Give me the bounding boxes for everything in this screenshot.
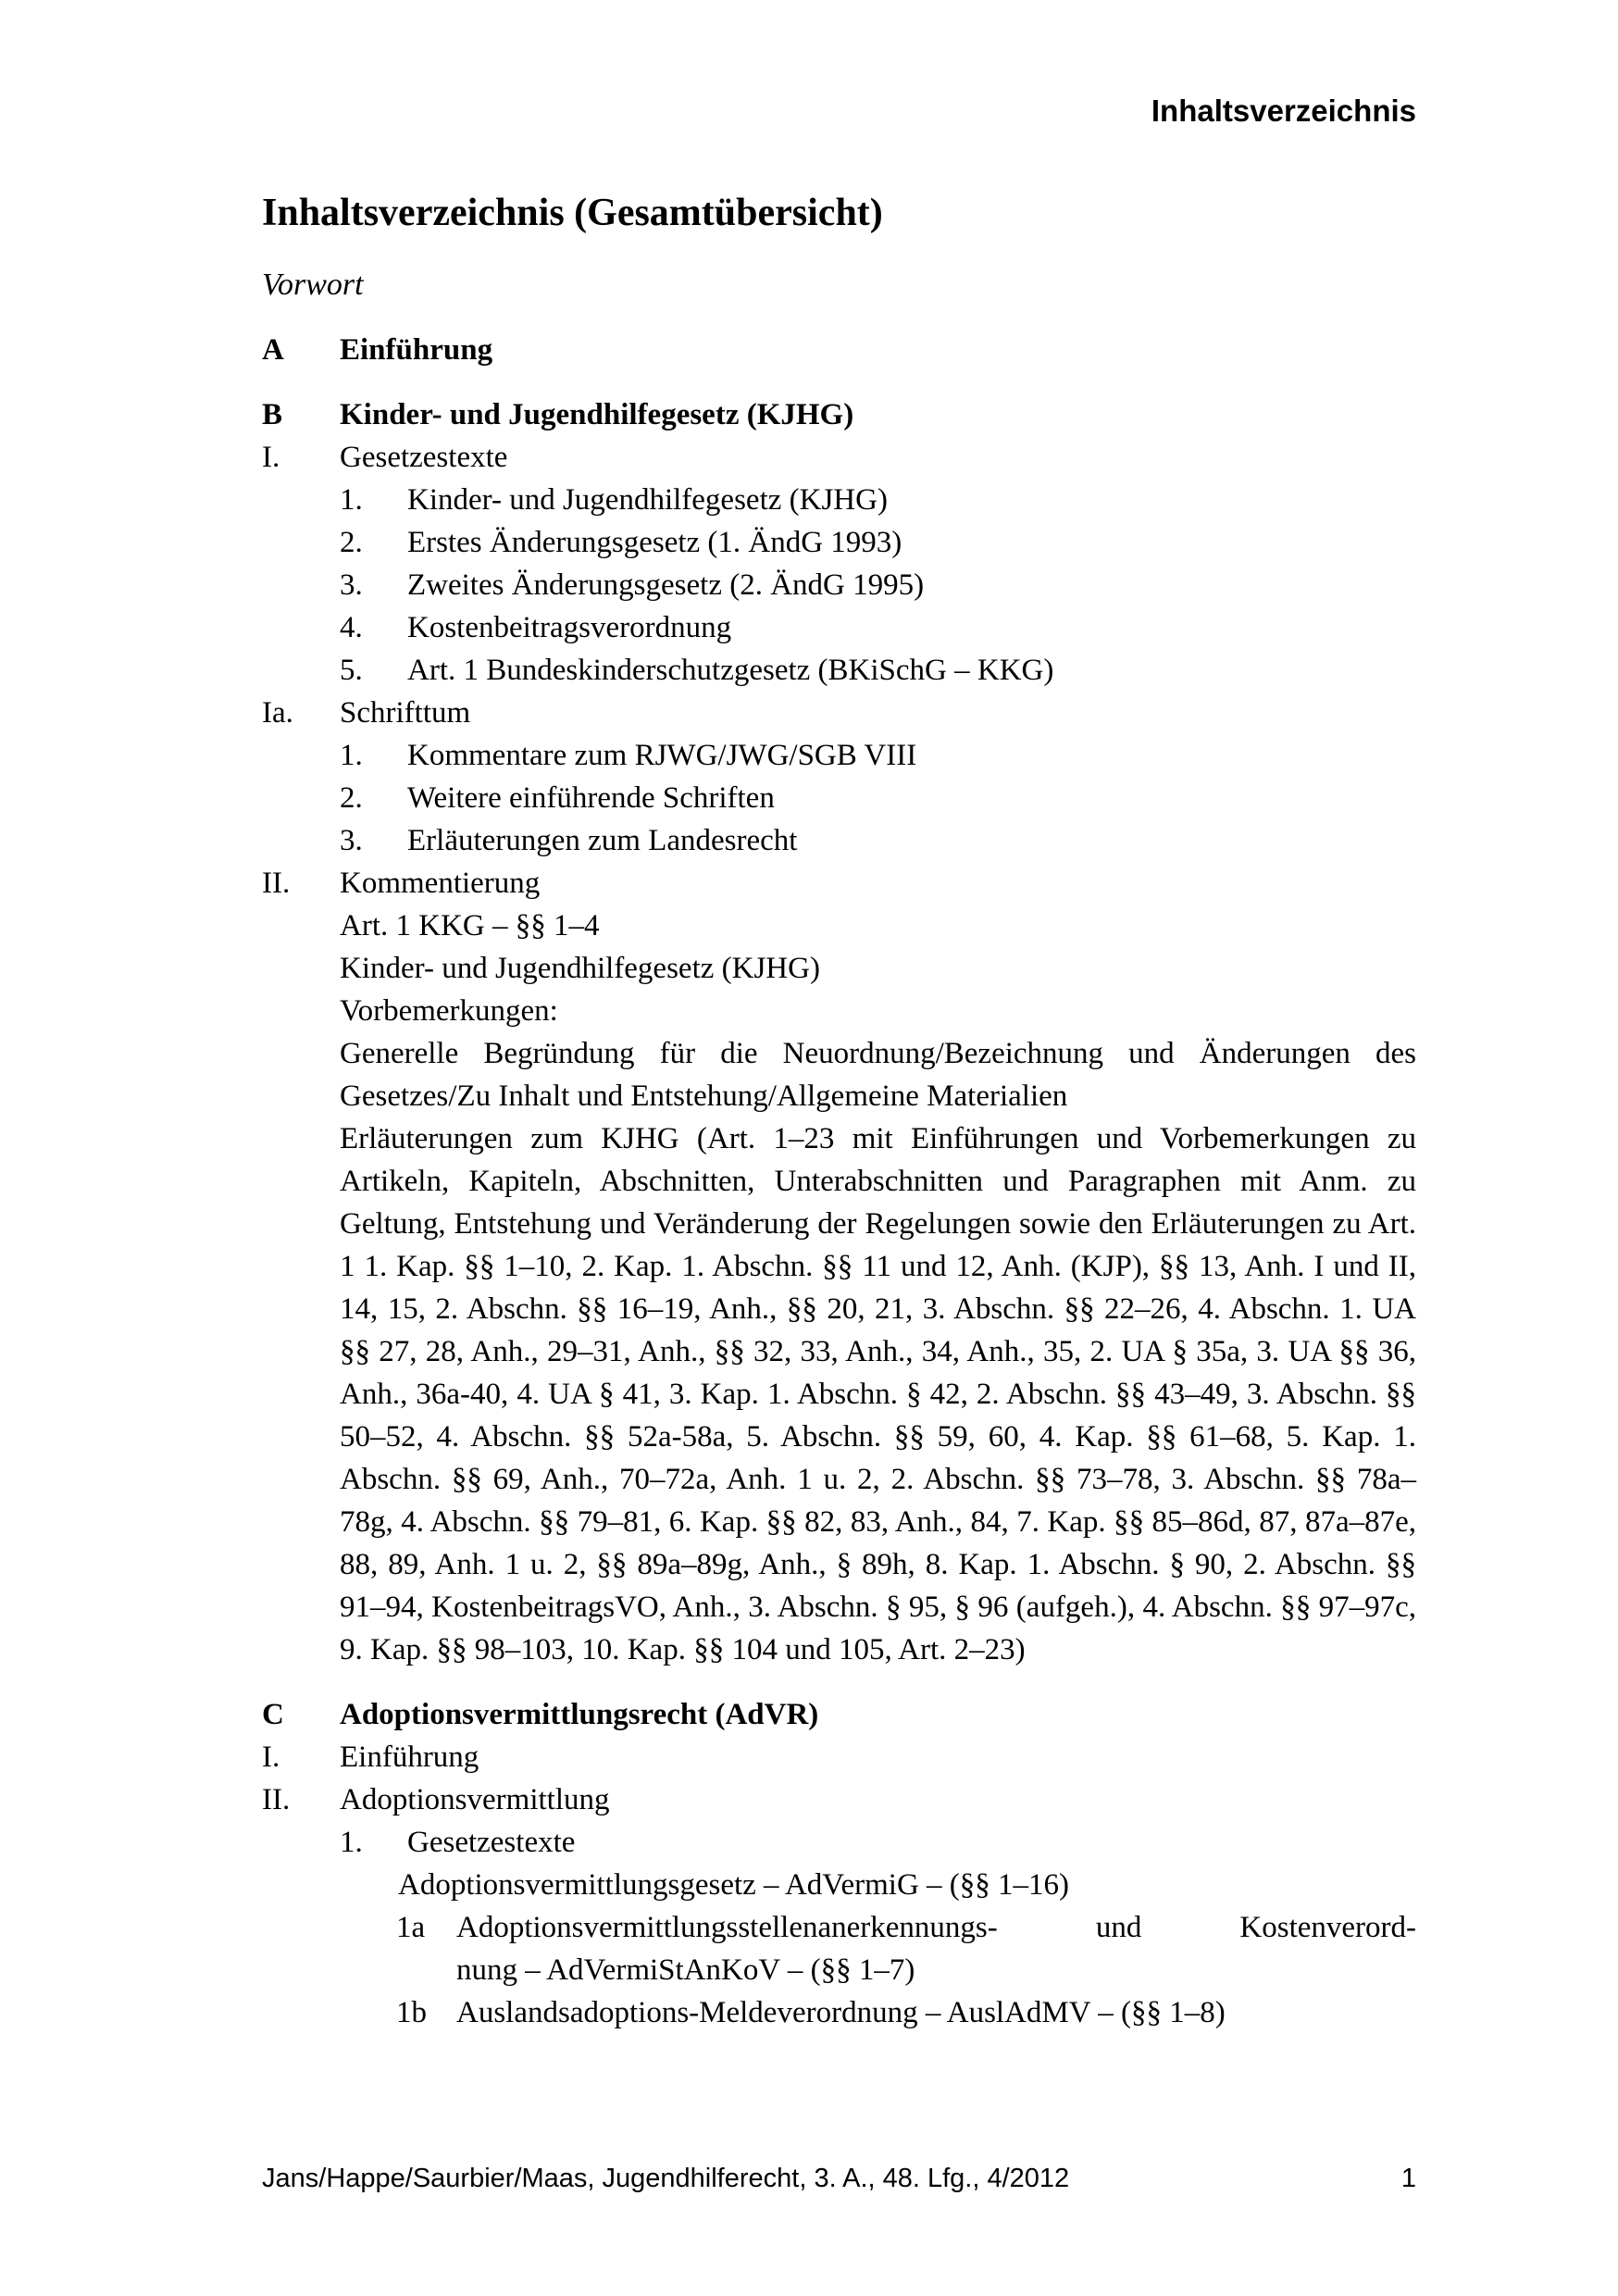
toc-entry-text: Adoptionsvermittlungsgesetz – AdVermiG – (§§ 1–16) (398, 1868, 1070, 1902)
toc-entry (262, 692, 1416, 734)
page-title: Inhaltsverzeichnis (Gesamtübersicht) (262, 192, 883, 234)
toc-entry-label: 1. (340, 483, 363, 517)
toc-entry-text: Kinder- und Jugendhilfegesetz (KJHG) (407, 483, 888, 517)
footer-citation: Jans/Happe/Saurbier/Maas, Jugendhilferecht, 3. A., 48. Lfg., 4/2012 (262, 2164, 1070, 2193)
toc-entry (396, 1991, 1416, 2034)
toc-entry (340, 606, 1416, 649)
toc-entry-label: 4. (340, 611, 363, 644)
footer-page-number: 1 (1400, 2164, 1416, 2193)
toc-entry-text: Kommentare zum RJWG/JWG/SGB VIII (407, 739, 917, 772)
toc-entry (340, 819, 1416, 862)
toc-entry (340, 479, 1416, 521)
toc (262, 329, 1416, 2034)
toc-entry-text: Vorbemerkungen: (340, 994, 558, 1028)
toc-entry-text: Zweites Änderungsgesetz (2. ÄndG 1995) (407, 568, 925, 602)
toc-entry-text: Adoptionsvermittlungsrecht (AdVR) (340, 1698, 819, 1731)
toc-entry-label: 3. (340, 824, 363, 857)
toc-entry-label: Ia. (262, 696, 293, 730)
toc-entry-label: 1. (340, 1826, 363, 1859)
toc-entry-text: Gesetzestexte (407, 1826, 576, 1859)
toc-entry-label: 3. (340, 568, 363, 602)
toc-entry (340, 649, 1416, 692)
toc-entry-label: 5. (340, 654, 363, 687)
toc-entry-text: Generelle Begründung für die Neuordnung/Bezeichnung und Änderungen des Gesetzes/Zu Inhalt und Entstehung/Allgemeine Materialien (340, 1037, 1416, 1113)
toc-entry (262, 436, 1416, 479)
toc-entry-label: 2. (340, 781, 363, 815)
toc-entry-label: 1a (396, 1911, 426, 1944)
toc-entry-text: Gesetzestexte (340, 441, 508, 474)
toc-entry (262, 862, 1416, 905)
toc-entry-text: Art. 1 Bundeskinderschutzgesetz (BKiSchG – KKG) (407, 654, 1054, 687)
toc-entry-text: Weitere einführende Schriften (407, 781, 775, 815)
toc-entry-text: Auslandsadoptions-Meldeverordnung – AuslAdMV – (§§ 1–8) (456, 1996, 1226, 2029)
toc-entry-label: I. (262, 1741, 280, 1774)
toc-entry-text: Schrifttum (340, 696, 471, 730)
toc-entry (262, 329, 1416, 371)
toc-entry (262, 393, 1416, 436)
toc-entry-text: Erläuterungen zum KJHG (Art. 1–23 mit Einführungen und Vorbemerkungen zu Artikeln, Kapiteln, Abschnitten, Unterabschnitten und Paragraphen mit Anm. zu Geltung, Entstehung und Veränderung der Regelungen sowie den Erläuterungen zu Art. 1 1. Kap. §§ 1–10, 2. Kap. 1. Abschn. §§ 11 und 12, Anh. (KJP), §§ 13, Anh. I und II, 14, 15, 2. Abschn. §§ 16–19, Anh., §§ 20, 21, 3. Abschn. §§ 22–26, 4. Abschn. 1. UA §§ 27, 28, Anh., 29–31, Anh., §§ 32, 33, Anh., 34, Anh., 35, 2. UA § 35a, 3. UA §§ 36, Anh., 36a-40, 4. UA § 41, 3. Kap. 1. Abschn. § 42, 2. Abschn. §§ 43–49, 3. Abschn. §§ 50–52, 4. Abschn. §§ 52a-58a, 5. Abschn. §§ 59, 60, 4. Kap. §§ 61–68, 5. Kap. 1. Abschn. §§ 69, Anh., 70–72a, Anh. 1 u. 2, 2. Abschn. §§ 73–78, 3. Abschn. §§ 78a–78g, 4. Abschn. §§ 79–81, 6. Kap. §§ 82, 83, Anh., 84, 7. Kap. §§ 85–86d, 87, 87a–87e, 88, 89, Anh. 1 u. 2, §§ 89a–89g, Anh., § 89h, 8. Kap. 1. Abschn. § 90, 2. Abschn. §§ 91–94, KostenbeitragsVO, Anh., 3. Abschn. § 95, § 96 (aufgeh.), 4. Abschn. §§ 97–97c, 9. Kap. §§ 98–103, 10. Kap. §§ 104 und 105, Art. 2–23) (340, 1122, 1416, 1666)
toc-entry-label: 1b (396, 1996, 427, 2029)
subtitle-vorwort: Vorwort (262, 268, 364, 302)
toc-entry-label: C (262, 1698, 284, 1731)
toc-entry-text: Adoptionsvermittlung (340, 1783, 610, 1816)
toc-entry (340, 564, 1416, 606)
toc-entry-text: Einführung (340, 1741, 479, 1774)
toc-entry-label: 2. (340, 526, 363, 559)
toc-entry (262, 1736, 1416, 1778)
toc-entry-label: A (262, 333, 284, 367)
toc-entry (396, 1906, 1416, 1991)
toc-entry-text: Kommentierung (340, 867, 541, 900)
toc-entry (340, 1821, 1416, 1864)
toc-entry-text: Adoptionsvermittlungsstellenanerkennungs- und Kostenverord- nung – AdVermiStAnKoV – (§§ 1–7) (456, 1911, 1416, 1987)
toc-entry (262, 1693, 1416, 1736)
running-header: Inhaltsverzeichnis (1151, 94, 1416, 128)
toc-entry-text: Kinder- und Jugendhilfegesetz (KJHG) (340, 398, 854, 431)
toc-entry-text: Kostenbeitragsverordnung (407, 611, 732, 644)
toc-entry-text: Erläuterungen zum Landesrecht (407, 824, 798, 857)
toc-entry (340, 777, 1416, 819)
toc-entry (340, 734, 1416, 777)
page-content (262, 190, 1416, 2034)
toc-entry-text: Einführung (340, 333, 493, 367)
toc-entry-text: Erstes Änderungsgesetz (1. ÄndG 1993) (407, 526, 902, 559)
toc-entry (262, 1778, 1416, 1821)
toc-entry-label: II. (262, 1783, 291, 1816)
toc-entry-label: II. (262, 867, 291, 900)
toc-entry-text: Kinder- und Jugendhilfegesetz (KJHG) (340, 952, 820, 985)
page-footer (262, 2162, 1416, 2195)
toc-entry-label: 1. (340, 739, 363, 772)
toc-entry-label: I. (262, 441, 280, 474)
toc-entry-text: Art. 1 KKG – §§ 1–4 (340, 909, 600, 942)
toc-entry (340, 521, 1416, 564)
toc-entry-label: B (262, 398, 283, 431)
